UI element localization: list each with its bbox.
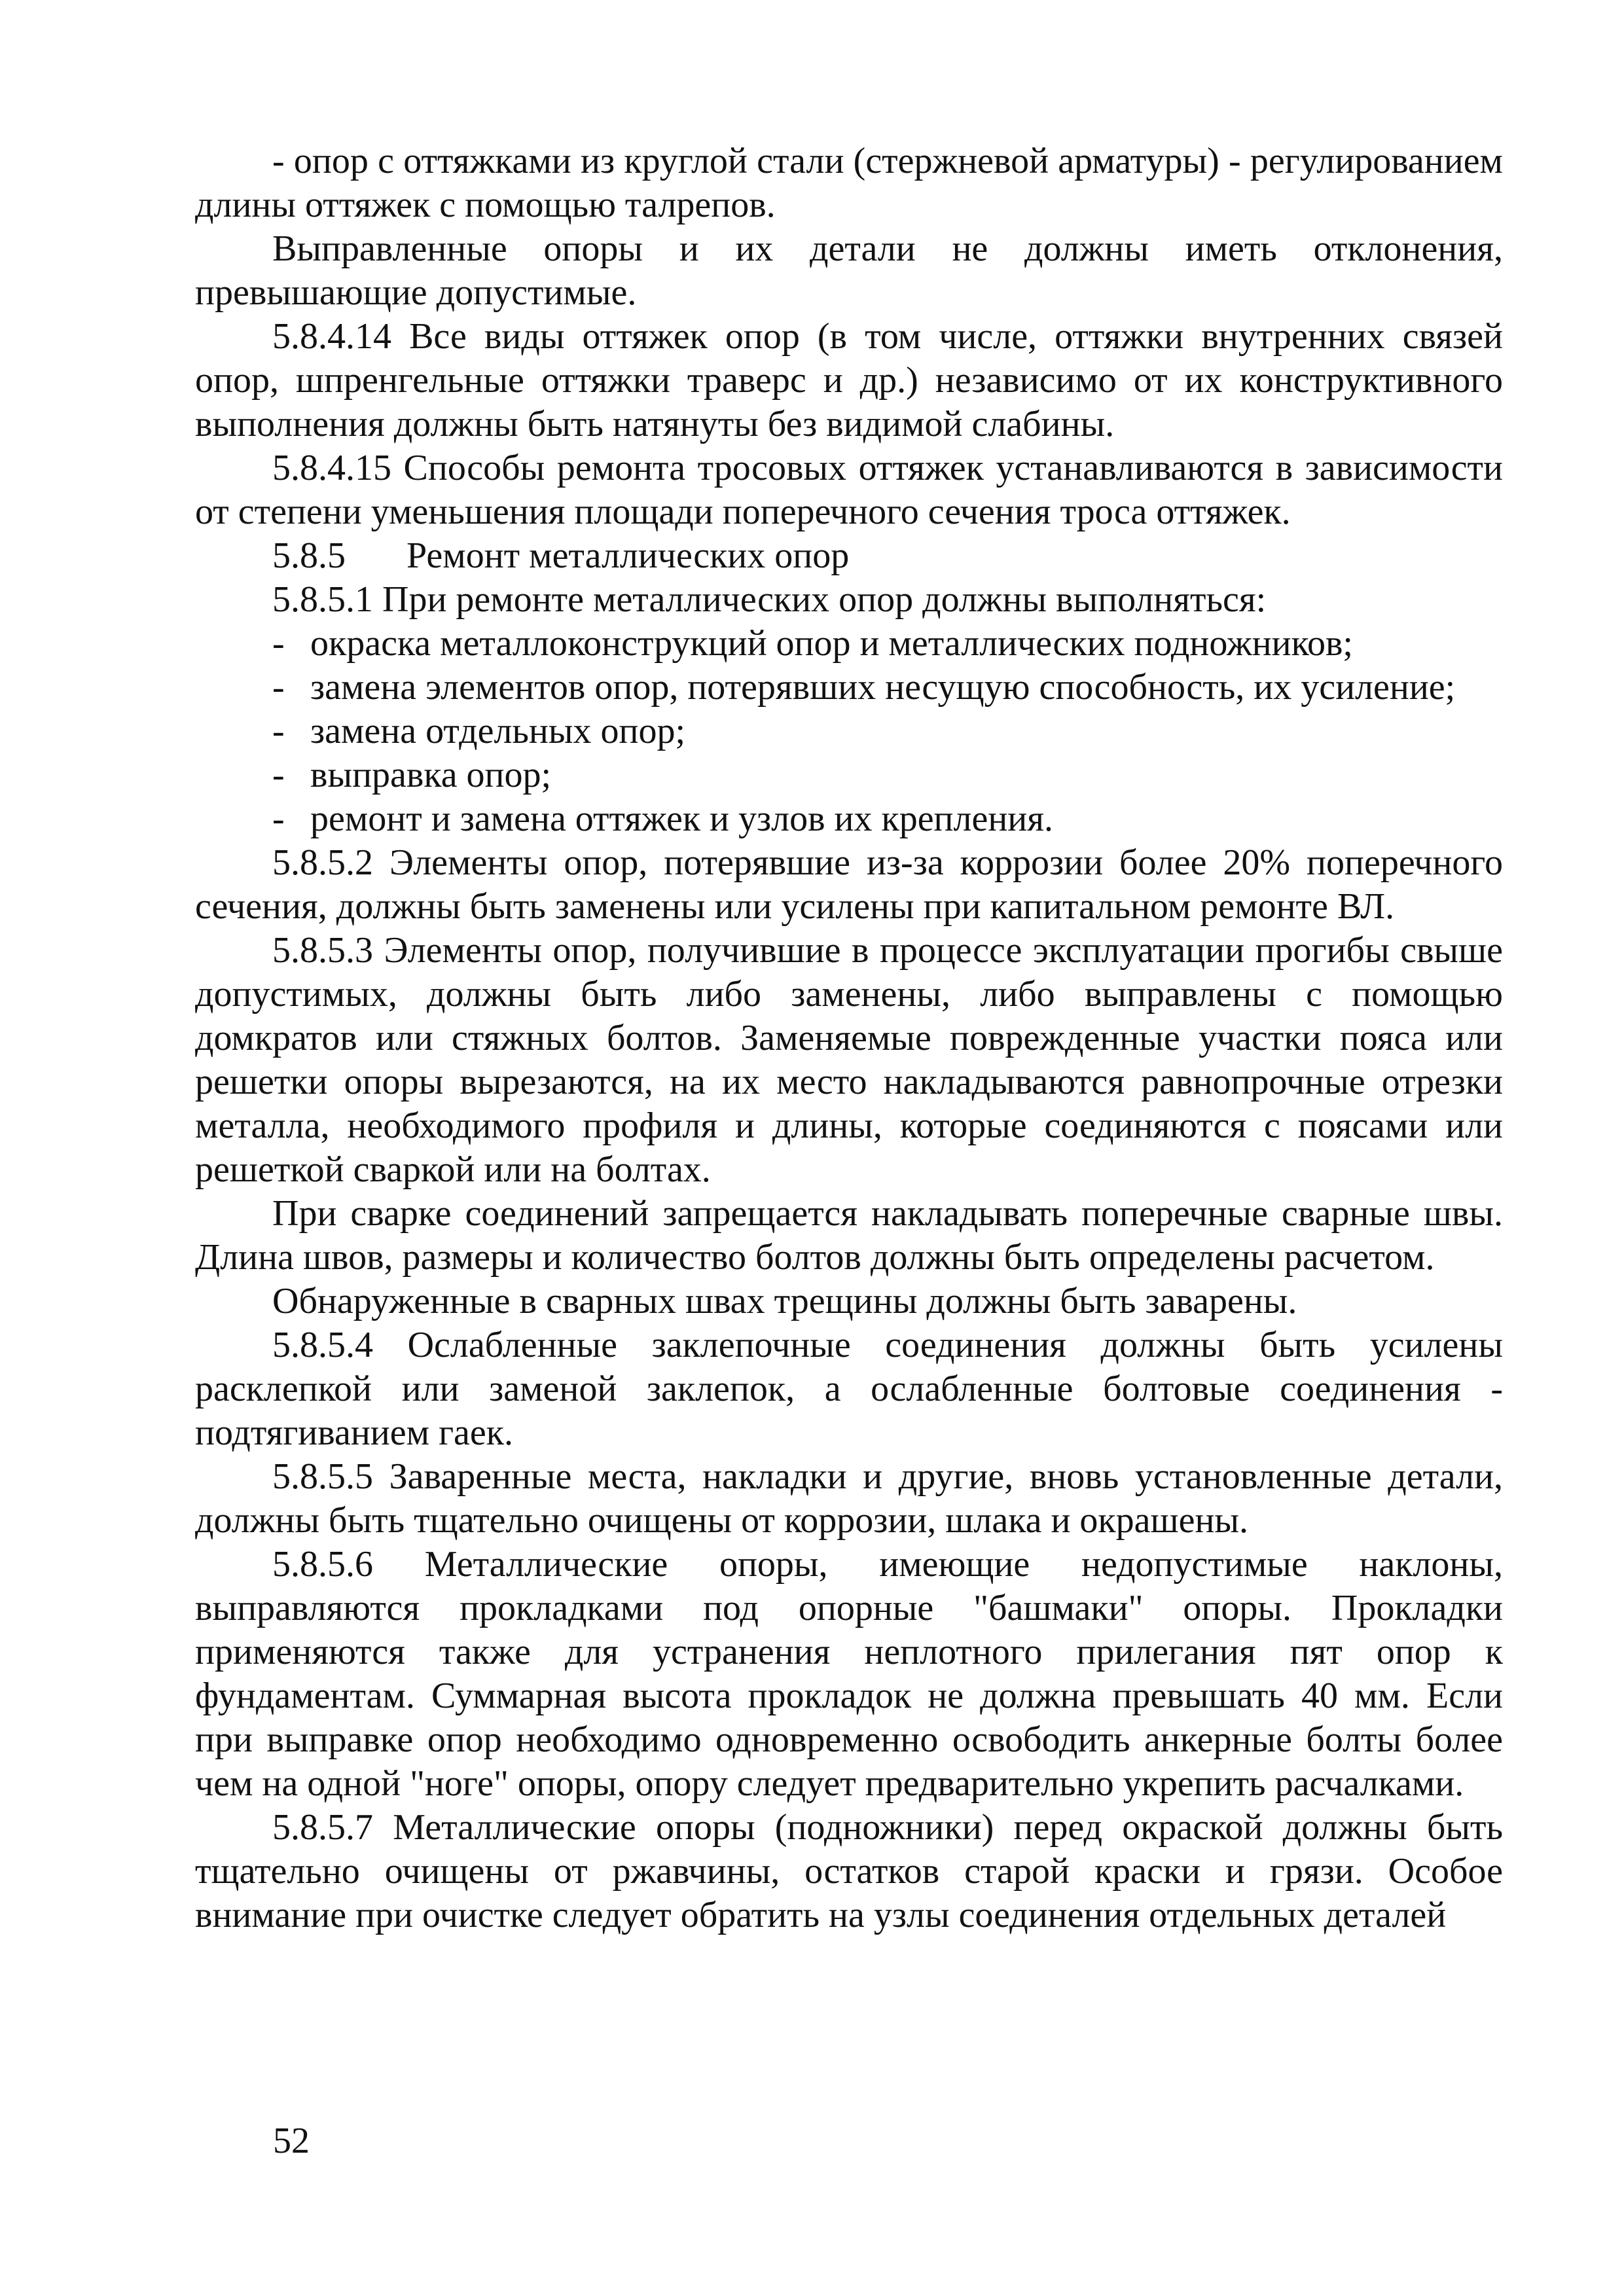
- repair-works-list: [195, 622, 1503, 841]
- paragraph-5-8-5-5: 5.8.5.5 Заваренные места, накладки и другие, вновь установленные детали, должны быть тщательно очищены от коррозии, шлака и окрашены.: [195, 1456, 1503, 1541]
- section-heading-number: 5.8.5: [272, 535, 346, 576]
- list-item-text: замена отдельных опор;: [310, 711, 686, 751]
- list-item-text: окраска металлоконструкций опор и металлических подножников;: [310, 623, 1353, 664]
- paragraph-5-8-5-6: 5.8.5.6 Металлические опоры, имеющие недопустимые наклоны, выправляются прокладками под опорные "башмаки" опоры. Прокладки применяются также для устранения неплотного прилегания пят опор к фундаментам. Суммарная высота прокладок не должна превышать 40 мм. Если при выправке опор необходимо одновременно освободить анкерные болты более чем на одной "ноге" опоры, опору следует предварительно укрепить расчалками.: [195, 1544, 1503, 1804]
- list-dash: -: [272, 667, 285, 708]
- paragraph-5-8-5-2: 5.8.5.2 Элементы опор, потерявшие из-за коррозии более 20% поперечного сечения, должны быть заменены или усилены при капитальном ремонте ВЛ.: [195, 842, 1503, 927]
- list-dash: -: [272, 755, 285, 795]
- list-item: [195, 797, 1503, 841]
- list-item-text: выправка опор;: [310, 755, 552, 795]
- list-item-text: ремонт и замена оттяжек и узлов их крепления.: [310, 798, 1054, 839]
- paragraph-5-8-5-1: 5.8.5.1 При ремонте металлических опор должны выполняться:: [272, 579, 1267, 620]
- list-dash: -: [272, 623, 285, 664]
- list-dash: -: [272, 798, 285, 839]
- paragraph-welding-seams: При сварке соединений запрещается накладывать поперечные сварные швы. Длина швов, размеры и количество болтов должны быть определены расчетом.: [195, 1193, 1503, 1278]
- paragraph-5-8-5-4: 5.8.5.4 Ослабленные заклепочные соединения должны быть усилены расклепкой или заменой заклепок, а ослабленные болтовые соединения - подтягиванием гаек.: [195, 1325, 1503, 1453]
- document-body: [195, 139, 1503, 1937]
- list-item: [195, 709, 1503, 753]
- list-item-text: замена элементов опор, потерявших несущую способность, их усиление;: [310, 667, 1456, 708]
- page-number: 52: [273, 2121, 310, 2161]
- paragraph-5-8-5-3: 5.8.5.3 Элементы опор, получившие в процессе эксплуатации прогибы свыше допустимых, должны быть либо заменены, либо выправлены с помощью домкратов или стяжных болтов. Заменяемые поврежденные участки пояса или решетки опоры вырезаются, на их место накладываются равнопрочные отрезки металла, необходимого профиля и длины, которые соединяются с поясами или решеткой сваркой или на болтах.: [195, 930, 1503, 1190]
- section-heading-title: Ремонт металлических опор: [406, 535, 850, 576]
- paragraph-weld-cracks: Обнаруженные в сварных швах трещины должны быть заварены.: [272, 1281, 1297, 1321]
- list-item: [195, 666, 1503, 709]
- paragraph-guy-wire-rods: - опор с оттяжками из круглой стали (стержневой арматуры) - регулированием длины оттяжек с помощью талрепов.: [195, 141, 1503, 225]
- section-heading-5-8-5: [195, 534, 1503, 578]
- list-item: [195, 753, 1503, 797]
- paragraph-straightened-supports: Выправленные опоры и их детали не должны иметь отклонения, превышающие допустимые.: [195, 228, 1503, 313]
- list-item: [195, 622, 1503, 666]
- paragraph-5-8-5-7: 5.8.5.7 Металлические опоры (подножники) перед окраской должны быть тщательно очищены от ржавчины, остатков старой краски и грязи. Особое внимание при очистке следует обратить на узлы соединения отдельных деталей: [195, 1807, 1503, 1935]
- list-dash: -: [272, 711, 285, 751]
- paragraph-5-8-4-15: 5.8.4.15 Способы ремонта тросовых оттяжек устанавливаются в зависимости от степени уменьшения площади поперечного сечения троса оттяжек.: [195, 448, 1503, 532]
- paragraph-5-8-4-14: 5.8.4.14 Все виды оттяжек опор (в том числе, оттяжки внутренних связей опор, шпренгельные оттяжки траверс и др.) независимо от их конструктивного выполнения должны быть натянуты без видимой слабины.: [195, 316, 1503, 444]
